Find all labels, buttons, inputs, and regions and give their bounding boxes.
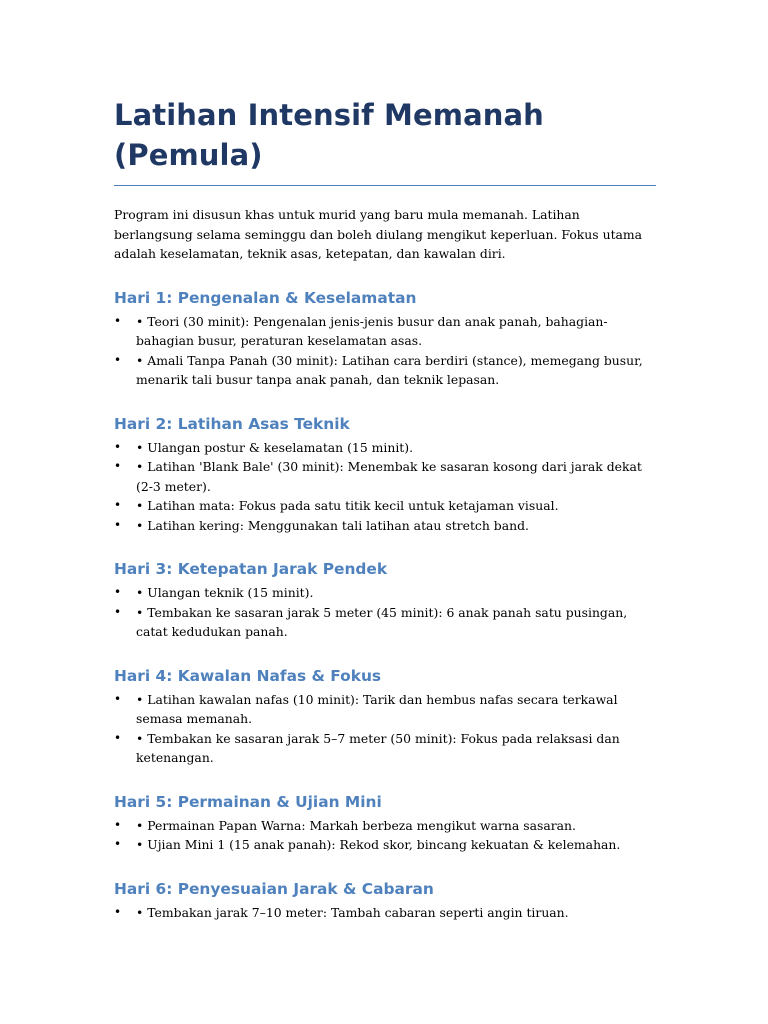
day-section [114, 666, 656, 768]
list-item-text: • Tembakan ke sasaran jarak 5 meter (45 minit): 6 anak panah satu pusingan, catat kedudukan panah. [136, 604, 628, 639]
list-item [114, 903, 656, 923]
activity-list [114, 583, 656, 642]
bullet-icon: • [114, 459, 122, 473]
list-item [114, 496, 656, 516]
list-item [114, 603, 656, 642]
bullet-icon: • [114, 517, 122, 532]
day-section [114, 414, 656, 536]
day-heading: Hari 1: Pengenalan & Keselamatan [114, 288, 417, 307]
intro-paragraph: Program ini disusun khas untuk murid yang baru mula memanah. Latihan berlangsung selama seminggu dan boleh diulang mengikut keperluan. Fokus utama adalah keselamatan, teknik asas, ketepatan, dan kawalan diri. [114, 207, 643, 261]
list-item-text: • Teori (30 minit): Pengenalan jenis-jenis busur dan anak panah, bahagian-bahagian busur, peraturan keselamatan asas. [136, 313, 608, 348]
list-item [114, 516, 656, 536]
document-title: Latihan Intensif Memanah (Pemula) [114, 88, 656, 186]
bullet-icon: • [114, 904, 122, 919]
activity-list [114, 312, 656, 390]
bullet-icon: • [114, 352, 122, 367]
bullet-icon: • [114, 313, 122, 328]
list-item [114, 816, 656, 836]
bullet-icon: • [114, 439, 122, 454]
day-sections [114, 288, 656, 923]
bullet-icon: • [114, 585, 122, 599]
list-item-text: • Amali Tanpa Panah (30 minit): Latihan cara berdiri (stance), memegang busur, menarik tali busur tanpa anak panah, dan teknik lepasan. [136, 352, 643, 387]
bullet-icon: • [114, 817, 122, 832]
day-section [114, 559, 656, 642]
day-section [114, 792, 656, 855]
list-item-text: • Latihan mata: Fokus pada satu titik kecil untuk ketajaman visual. [136, 498, 559, 513]
activity-list [114, 690, 656, 768]
document-page [114, 88, 656, 922]
list-item-text: • Ulangan teknik (15 minit). [136, 585, 314, 600]
list-item-text: • Tembakan ke sasaran jarak 5–7 meter (50 minit): Fokus pada relaksasi dan ketenangan. [136, 730, 620, 765]
day-heading: Hari 6: Penyesuaian Jarak & Cabaran [114, 879, 434, 898]
list-item-text: • Latihan 'Blank Bale' (30 minit): Menembak ke sasaran kosong dari jarak dekat (2-3 meter). [136, 459, 642, 494]
list-item [114, 835, 656, 855]
list-item-text: • Ulangan postur & keselamatan (15 minit). [136, 439, 414, 455]
day-heading: Hari 5: Permainan & Ujian Mini [114, 792, 382, 811]
activity-list [114, 438, 656, 536]
bullet-icon: • [114, 730, 122, 745]
list-item [114, 312, 656, 351]
activity-list [114, 903, 656, 923]
list-item-text: • Latihan kering: Menggunakan tali latihan atau stretch band. [136, 517, 529, 533]
list-item [114, 583, 656, 603]
list-item [114, 457, 656, 496]
day-section [114, 288, 656, 390]
list-item [114, 351, 656, 390]
list-item [114, 690, 656, 729]
list-item-text: • Latihan kawalan nafas (10 minit): Tarik dan hembus nafas secara terkawal semasa memanah. [136, 691, 618, 726]
list-item [114, 438, 656, 458]
day-heading: Hari 3: Ketepatan Jarak Pendek [114, 560, 388, 578]
list-item-text: • Tembakan jarak 7–10 meter: Tambah cabaran seperti angin tiruan. [136, 904, 569, 920]
bullet-icon: • [114, 604, 122, 619]
day-section [114, 879, 656, 923]
bullet-icon: • [114, 498, 122, 512]
day-heading: Hari 2: Latihan Asas Teknik [114, 414, 350, 433]
bullet-icon: • [114, 837, 122, 851]
list-item [114, 729, 656, 768]
list-item-text: • Permainan Papan Warna: Markah berbeza mengikut warna sasaran. [136, 817, 576, 833]
day-heading: Hari 4: Kawalan Nafas & Fokus [114, 666, 382, 685]
list-item-text: • Ujian Mini 1 (15 anak panah): Rekod skor, bincang kekuatan & kelemahan. [136, 837, 621, 852]
activity-list [114, 816, 656, 855]
bullet-icon: • [114, 691, 122, 706]
